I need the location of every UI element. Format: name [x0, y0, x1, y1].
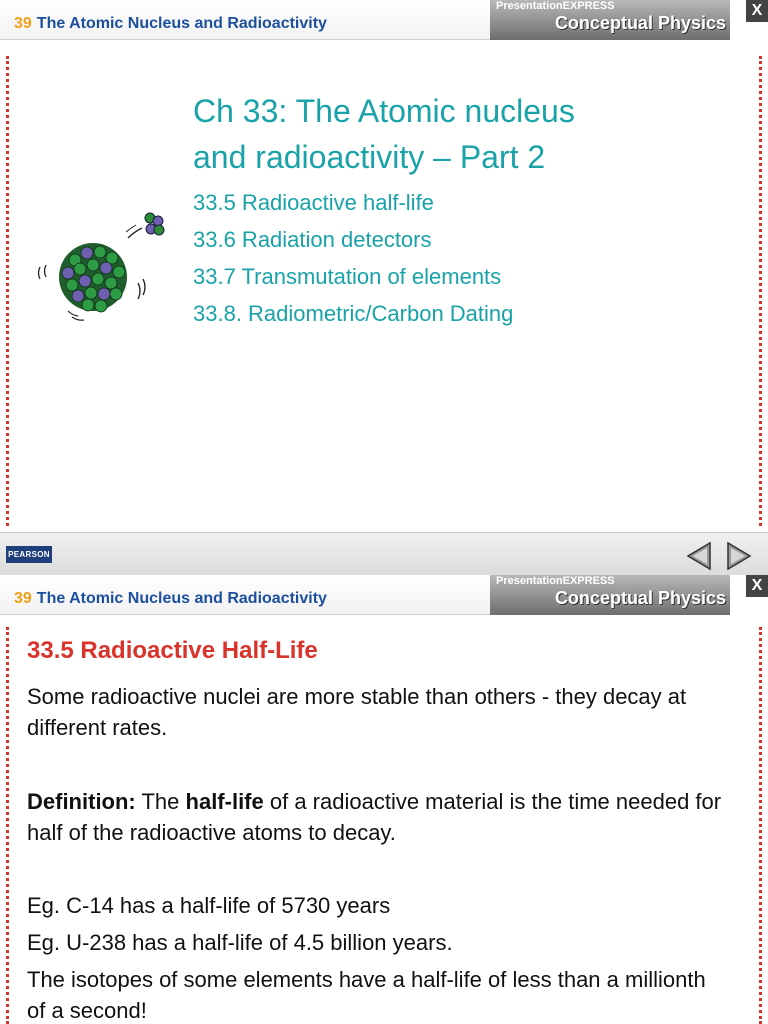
brand-presentation-express: PresentationEXPRESS	[496, 0, 615, 12]
slide-footer	[0, 532, 768, 575]
brand-presentation-express: PresentationEXPRESS	[496, 575, 615, 587]
right-dotted-border	[759, 56, 762, 526]
brand-conceptual-physics: Conceptual Physics	[554, 588, 726, 608]
definition-term: half-life	[185, 789, 264, 814]
definition-text-pre: The	[135, 789, 186, 814]
chapter-name: The Atomic Nucleus and Radioactivity	[36, 590, 327, 607]
slide-header	[0, 575, 768, 615]
radioactive-nucleus-illustration	[30, 205, 180, 335]
topic-item: 33.8. Radiometric/Carbon Dating	[193, 301, 514, 326]
definition-paragraph	[27, 786, 727, 848]
brand-conceptual-physics: Conceptual Physics	[554, 13, 726, 33]
header-title-bar	[0, 0, 490, 40]
slide-title-line-2: and radioactivity – Part 2	[193, 139, 546, 175]
close-button[interactable]: X	[746, 0, 768, 22]
previous-slide-icon[interactable]	[684, 541, 714, 571]
definition-label: Definition:	[27, 789, 136, 814]
definition-text-post: of a radioactive material is the time needed for half of the radioactive atoms to decay.	[27, 789, 722, 845]
left-dotted-border	[6, 627, 9, 1024]
close-button[interactable]: X	[746, 575, 768, 597]
example-c14: Eg. C-14 has a half-life of 5730 years	[27, 893, 391, 918]
pearson-logo: PEARSON	[6, 546, 52, 563]
right-dotted-border	[759, 627, 762, 1024]
slide-title	[193, 88, 575, 180]
left-dotted-border	[6, 56, 9, 526]
chapter-number: 39	[14, 590, 32, 607]
topic-list	[193, 184, 513, 332]
chapter-number: 39	[14, 15, 32, 32]
chapter-name: The Atomic Nucleus and Radioactivity	[36, 15, 327, 32]
slide-title-line-1: Ch 33: The Atomic nucleus	[193, 93, 575, 129]
chapter-title	[14, 15, 327, 33]
topic-item: 33.6 Radiation detectors	[193, 227, 432, 252]
header-title-bar	[0, 575, 490, 615]
topic-item: 33.5 Radioactive half-life	[193, 190, 434, 215]
example-u238: Eg. U-238 has a half-life of 4.5 billion years.	[27, 930, 453, 955]
intro-paragraph: Some radioactive nuclei are more stable than others - they decay at different rates.	[27, 684, 687, 740]
brand-panel	[490, 575, 730, 615]
topic-item: 33.7 Transmutation of elements	[193, 264, 502, 289]
chapter-title	[14, 590, 327, 608]
slide-header	[0, 0, 768, 40]
slide-2	[0, 575, 768, 1024]
isotope-note: The isotopes of some elements have a half-life of less than a millionth of a second!	[27, 967, 706, 1023]
section-heading: 33.5 Radioactive Half-Life	[27, 637, 318, 664]
next-slide-icon[interactable]	[724, 541, 754, 571]
brand-panel	[490, 0, 730, 40]
